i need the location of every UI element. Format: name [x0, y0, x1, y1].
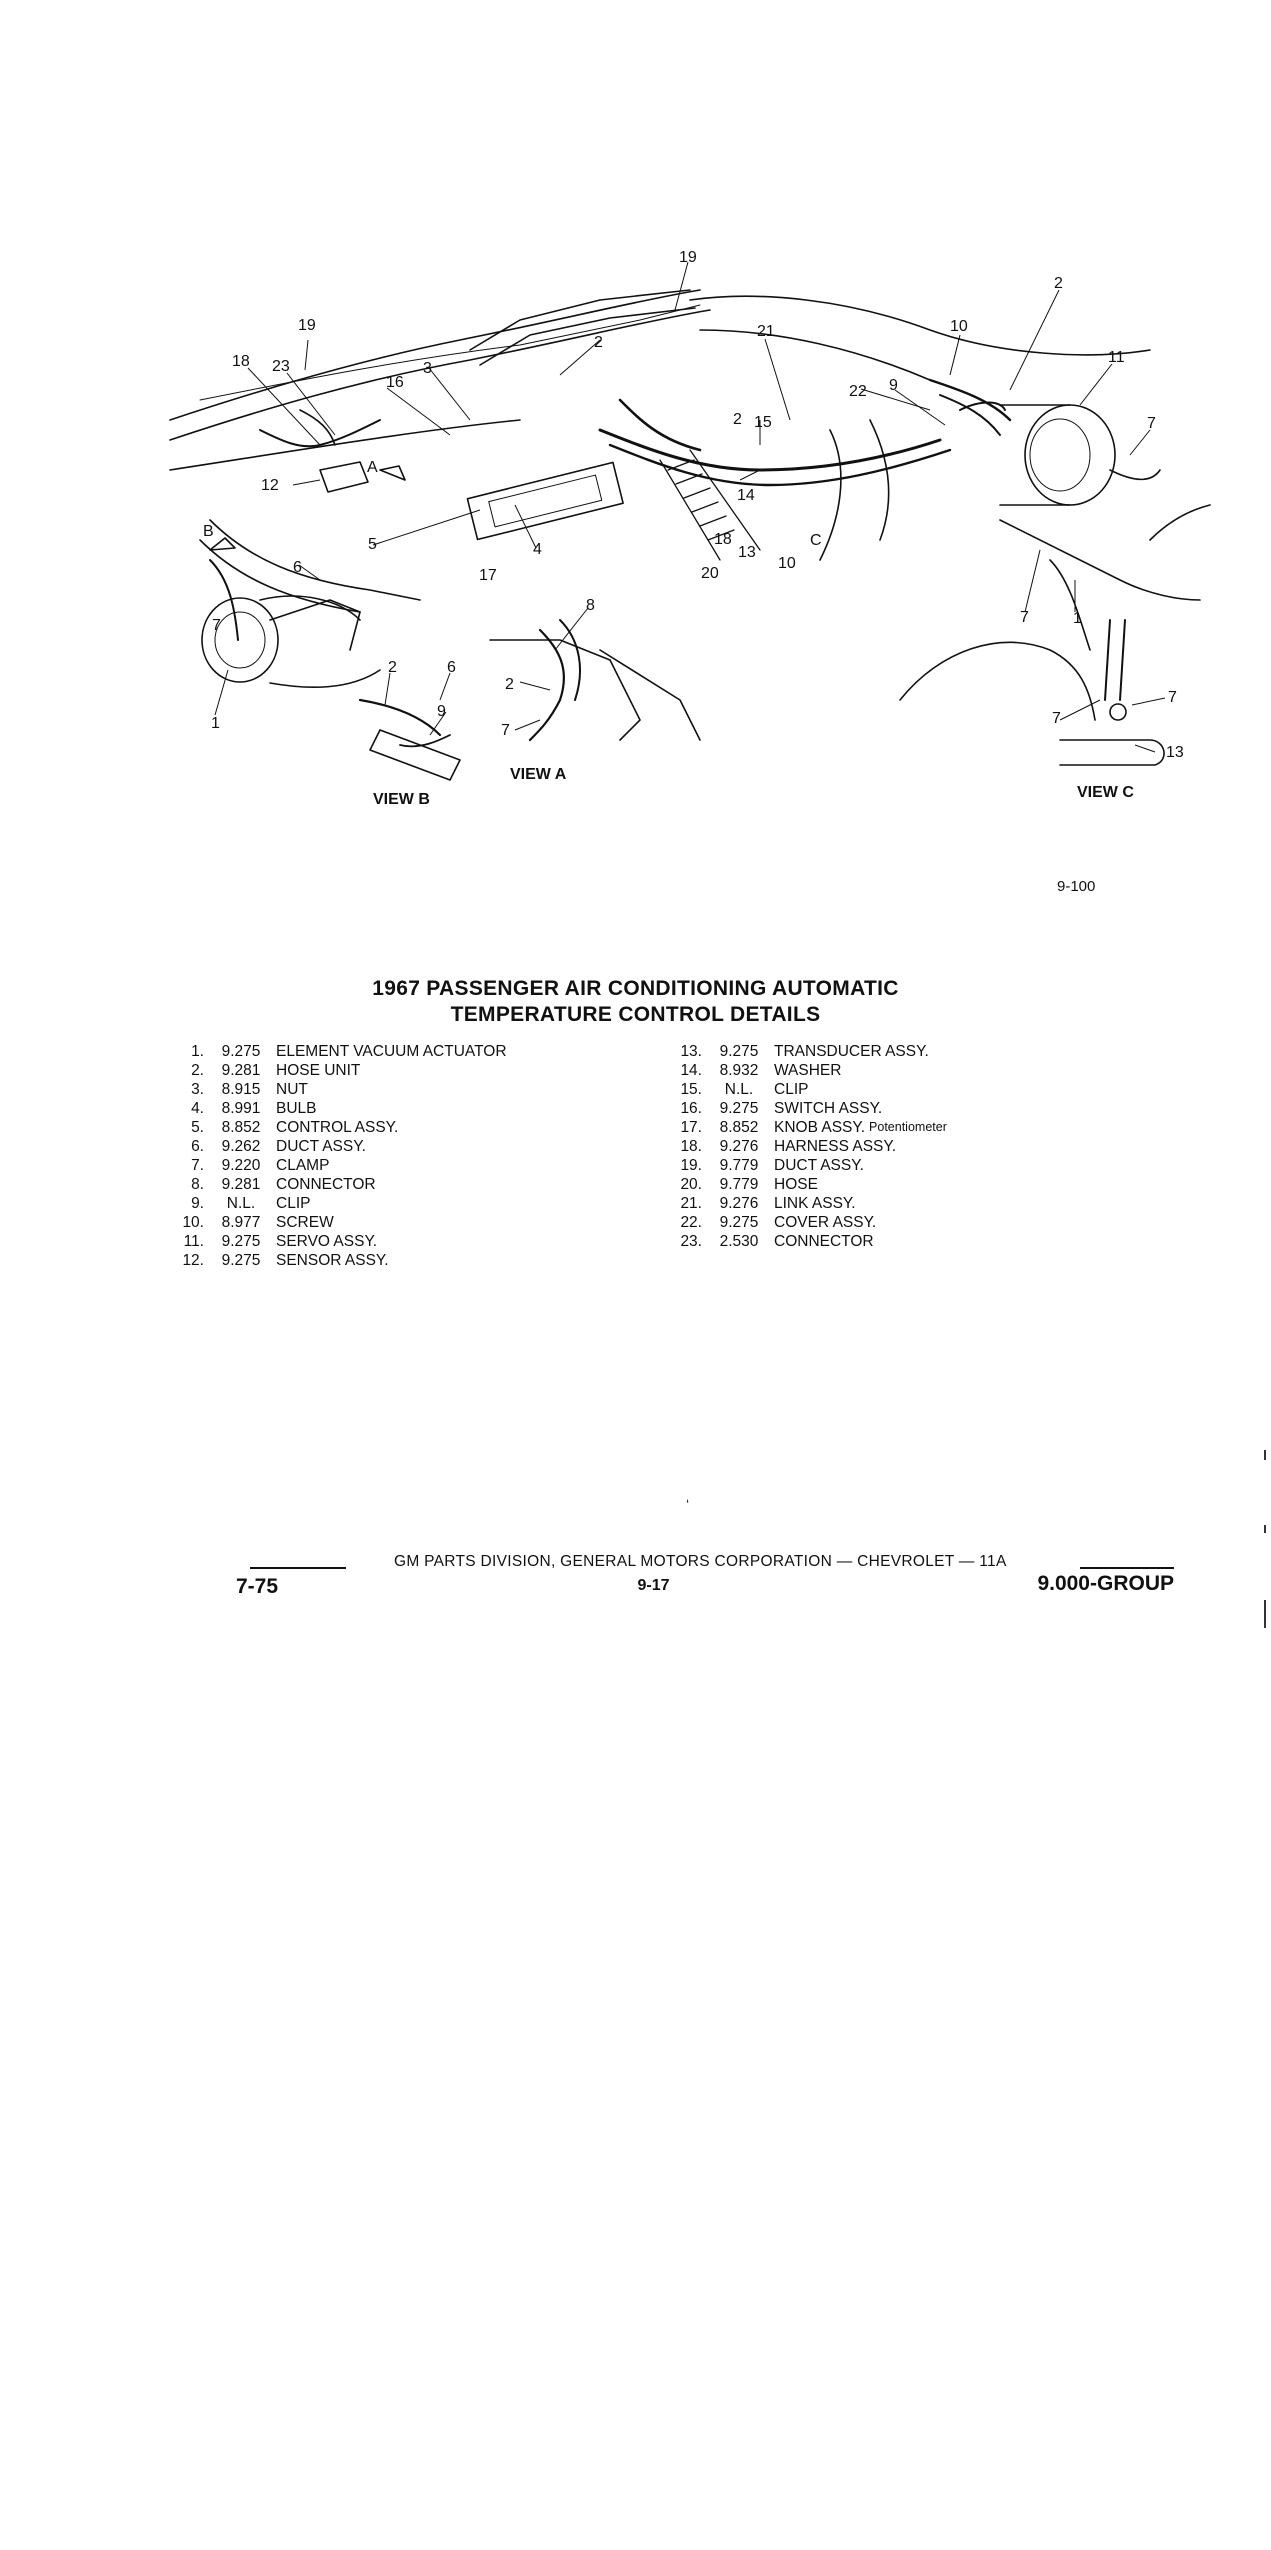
svg-text:6: 6	[293, 559, 302, 576]
svg-text:17: 17	[479, 567, 497, 584]
svg-text:2: 2	[733, 411, 742, 428]
svg-text:7: 7	[501, 722, 510, 739]
svg-text:12: 12	[261, 477, 279, 494]
edge-mark	[1264, 1525, 1266, 1533]
svg-text:1: 1	[1073, 610, 1082, 627]
part-number: 15.	[680, 1081, 702, 1098]
parts-list-row	[668, 1232, 947, 1251]
part-description: HARNESS ASSY.	[774, 1138, 897, 1155]
footer-page-number: 7-75	[236, 1575, 279, 1598]
part-number: 2.	[191, 1062, 204, 1079]
part-description: SENSOR ASSY.	[276, 1252, 389, 1269]
part-group-code: 8.991	[221, 1100, 261, 1117]
part-description: CLAMP	[276, 1157, 330, 1174]
svg-text:19: 19	[679, 249, 697, 266]
edge-mark	[1264, 1600, 1266, 1628]
svg-text:21: 21	[757, 323, 775, 340]
svg-text:C: C	[810, 532, 822, 549]
view-c-label: VIEW C	[1077, 784, 1134, 801]
part-number: 8.	[191, 1176, 204, 1193]
part-group-code: 9.281	[221, 1176, 261, 1193]
parts-list-row	[668, 1194, 947, 1213]
part-number: 6.	[191, 1138, 204, 1155]
svg-text:2: 2	[594, 334, 603, 351]
svg-text:7: 7	[1168, 689, 1177, 706]
part-number: 22.	[680, 1214, 702, 1231]
part-group-code: 9.275	[221, 1233, 261, 1250]
part-description: TRANSDUCER ASSY.	[774, 1043, 929, 1060]
part-description: WASHER	[774, 1062, 842, 1079]
footer-section-number: 9-17	[637, 1577, 670, 1594]
svg-text:22: 22	[849, 383, 867, 400]
part-number: 9.	[191, 1195, 204, 1212]
parts-list-row	[668, 1118, 947, 1137]
svg-text:23: 23	[272, 358, 290, 375]
footer-group: 9.000-GROUP	[1037, 1572, 1174, 1595]
part-group-code: 9.281	[221, 1062, 261, 1079]
parts-list-row	[668, 1061, 947, 1080]
part-group-code: 9.262	[221, 1138, 261, 1155]
part-description: DUCT ASSY.	[774, 1157, 864, 1174]
part-group-code: 9.779	[719, 1157, 759, 1174]
view-a-label: VIEW A	[510, 766, 567, 783]
svg-text:19: 19	[298, 317, 316, 334]
part-number: 23.	[680, 1233, 702, 1250]
svg-text:2: 2	[388, 659, 397, 676]
parts-list-row	[170, 1118, 507, 1137]
parts-list-row	[170, 1213, 507, 1232]
part-number: 21.	[680, 1195, 702, 1212]
parts-list-row	[170, 1042, 507, 1061]
page-title-line1: 1967 PASSENGER AIR CONDITIONING AUTOMATIC	[372, 977, 899, 1000]
part-description: ELEMENT VACUUM ACTUATOR	[276, 1043, 507, 1060]
part-number: 10.	[182, 1214, 204, 1231]
footer-rule-right	[1080, 1567, 1174, 1569]
parts-list-row	[668, 1080, 947, 1099]
part-description: SERVO ASSY.	[276, 1233, 378, 1250]
part-description: KNOB ASSY.	[774, 1119, 866, 1136]
parts-list-row	[668, 1213, 947, 1232]
part-number: 13.	[680, 1043, 702, 1060]
svg-text:7: 7	[1052, 710, 1061, 727]
svg-text:20: 20	[701, 565, 719, 582]
part-group-code: 9.276	[719, 1138, 759, 1155]
part-description: BULB	[276, 1100, 317, 1117]
part-group-code: 9.275	[719, 1043, 759, 1060]
part-group-code: 8.977	[221, 1214, 261, 1231]
page-title-line2: TEMPERATURE CONTROL DETAILS	[450, 1003, 821, 1026]
svg-text:10: 10	[950, 318, 968, 335]
parts-list-row	[170, 1251, 507, 1270]
part-number: 18.	[680, 1138, 702, 1155]
parts-list-row	[668, 1137, 947, 1156]
parts-list-row	[170, 1061, 507, 1080]
stray-mark: ‘	[686, 1496, 690, 1512]
part-group-code: 9.275	[221, 1043, 261, 1060]
svg-text:13: 13	[1166, 744, 1184, 761]
part-description: LINK ASSY.	[774, 1195, 856, 1212]
part-group-code: N.L.	[226, 1195, 256, 1212]
svg-text:16: 16	[386, 374, 404, 391]
parts-list-row	[170, 1137, 507, 1156]
part-number: 14.	[680, 1062, 702, 1079]
part-group-code: 9.275	[719, 1100, 759, 1117]
svg-text:15: 15	[754, 414, 772, 431]
part-description: HOSE	[774, 1176, 818, 1193]
part-group-code: N.L.	[724, 1081, 754, 1098]
parts-list-left	[170, 1042, 507, 1270]
svg-text:18: 18	[232, 353, 250, 370]
svg-text:5: 5	[368, 536, 377, 553]
part-number: 5.	[191, 1119, 204, 1136]
part-description: CONTROL ASSY.	[276, 1119, 399, 1136]
part-group-code: 9.220	[221, 1157, 261, 1174]
part-number: 19.	[680, 1157, 702, 1174]
part-description: HOSE UNIT	[276, 1062, 361, 1079]
figure-number: 9-100	[1057, 878, 1096, 895]
parts-list-row	[170, 1232, 507, 1251]
parts-list-row	[170, 1156, 507, 1175]
svg-text:9: 9	[437, 703, 446, 720]
parts-list-right	[668, 1042, 947, 1251]
part-number: 1.	[191, 1043, 204, 1060]
svg-text:1: 1	[211, 715, 220, 732]
part-group-code: 8.852	[221, 1119, 261, 1136]
part-group-code: 9.276	[719, 1195, 759, 1212]
svg-text:9: 9	[889, 377, 898, 394]
part-number: 4.	[191, 1100, 204, 1117]
svg-text:7: 7	[1020, 609, 1029, 626]
part-description: CLIP	[276, 1195, 311, 1212]
parts-list-row	[170, 1099, 507, 1118]
parts-list-row	[170, 1175, 507, 1194]
part-number: 12.	[182, 1252, 204, 1269]
part-description: COVER ASSY.	[774, 1214, 877, 1231]
part-description: CONNECTOR	[774, 1233, 874, 1250]
svg-text:B: B	[203, 523, 214, 540]
part-number: 3.	[191, 1081, 204, 1098]
part-group-code: 2.530	[719, 1233, 759, 1250]
part-group-code: 9.275	[719, 1214, 759, 1231]
svg-text:4: 4	[533, 541, 542, 558]
parts-list-row	[668, 1099, 947, 1118]
svg-text:18: 18	[714, 531, 732, 548]
part-group-code: 8.852	[719, 1119, 759, 1136]
parts-list-row	[668, 1156, 947, 1175]
part-number: 16.	[680, 1100, 702, 1117]
part-group-code: 8.932	[719, 1062, 759, 1079]
svg-text:8: 8	[586, 597, 595, 614]
part-description: NUT	[276, 1081, 308, 1098]
svg-text:2: 2	[505, 676, 514, 693]
parts-list-row	[170, 1080, 507, 1099]
part-number: 17.	[680, 1119, 702, 1136]
svg-text:7: 7	[212, 617, 221, 634]
svg-text:7: 7	[1147, 415, 1156, 432]
svg-text:10: 10	[778, 555, 796, 572]
edge-mark	[1264, 1450, 1266, 1460]
part-number: 7.	[191, 1157, 204, 1174]
svg-text:11: 11	[1108, 349, 1125, 366]
part-description: CLIP	[774, 1081, 809, 1098]
part-group-code: 9.779	[719, 1176, 759, 1193]
part-description: CONNECTOR	[276, 1176, 376, 1193]
footer-publisher: GM PARTS DIVISION, GENERAL MOTORS CORPORATION — CHEVROLET — 11A	[394, 1553, 1007, 1570]
part-note: Potentiometer	[869, 1120, 947, 1134]
parts-list-row	[170, 1194, 507, 1213]
svg-text:13: 13	[738, 544, 756, 561]
svg-text:14: 14	[737, 487, 755, 504]
svg-text:2: 2	[1054, 275, 1063, 292]
part-number: 11.	[183, 1233, 204, 1250]
svg-text:6: 6	[447, 659, 456, 676]
svg-text:3: 3	[423, 360, 432, 377]
part-group-code: 8.915	[221, 1081, 261, 1098]
svg-text:A: A	[367, 459, 378, 476]
parts-list-row	[668, 1042, 947, 1061]
view-b-label: VIEW B	[373, 791, 430, 808]
part-number: 20.	[680, 1176, 702, 1193]
part-description: DUCT ASSY.	[276, 1138, 366, 1155]
part-group-code: 9.275	[221, 1252, 261, 1269]
part-description: SWITCH ASSY.	[774, 1100, 883, 1117]
part-description: SCREW	[276, 1214, 334, 1231]
footer-rule-left	[250, 1567, 346, 1569]
parts-list-row	[668, 1175, 947, 1194]
ac-system-diagram	[0, 0, 1271, 900]
